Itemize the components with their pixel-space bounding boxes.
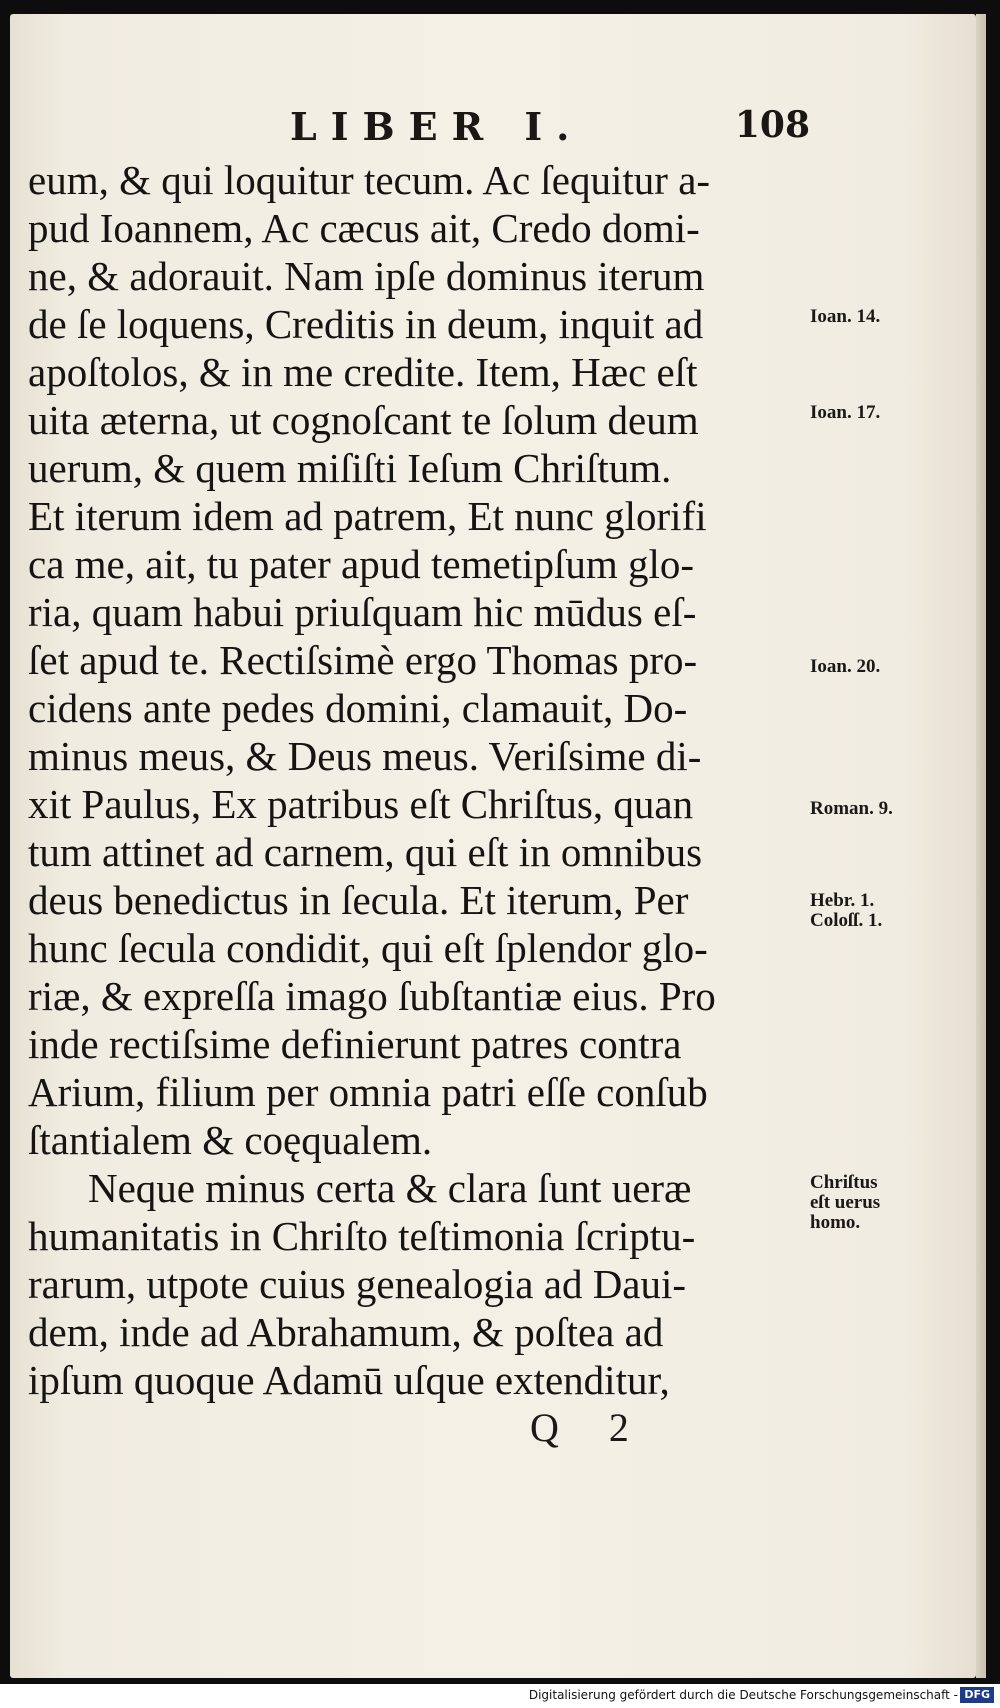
text-line: Neque minus certa & clara ſunt ueræ bbox=[88, 1165, 692, 1211]
margin-note: Ioan. 20. bbox=[810, 656, 881, 677]
signature-mark: Q 2 bbox=[530, 1405, 649, 1450]
text-line: ca me, ait, tu pater apud temetipſum glo- bbox=[28, 541, 695, 587]
text-line: cidens ante pedes domini, clamauit, Do- bbox=[28, 685, 688, 731]
margin-note: Ioan. 14. bbox=[810, 306, 881, 327]
footer-credit: Digitalisierung gefördert durch die Deutsche Forschungsgemeinschaft - bbox=[528, 1688, 958, 1702]
margin-notes bbox=[810, 156, 950, 1556]
running-head: LIBER I. bbox=[290, 104, 584, 149]
text-line: rarum, utpote cuius genealogia ad Daui- bbox=[28, 1261, 687, 1307]
dfg-logo: DFG bbox=[960, 1687, 994, 1703]
text-line: pud Ioannem, Ac cæcus ait, Credo domi- bbox=[28, 205, 700, 251]
text-line: riæ, & expreſſa imago ſubſtantiæ eius. Pro bbox=[28, 973, 716, 1019]
text-line: ria, quam habui priuſquam hic mūdus eſ- bbox=[28, 589, 697, 635]
text-line: apoſtolos, & in me credite. Item, Hæc eſt bbox=[28, 349, 698, 395]
margin-note: homo. bbox=[810, 1212, 861, 1233]
text-line: deus benedictus in ſecula. Et iterum, Per bbox=[28, 877, 689, 923]
text-line: humanitatis in Chriſto teſtimonia ſcriptu- bbox=[28, 1213, 696, 1259]
text-line: de ſe loquens, Creditis in deum, inquit ad bbox=[28, 301, 704, 347]
page-edge bbox=[976, 14, 986, 1678]
text-line: inde rectiſsime definierunt patres contra bbox=[28, 1021, 682, 1067]
text-line: minus meus, & Deus meus. Veriſsime di- bbox=[28, 733, 702, 779]
text-line: ſet apud te. Rectiſsimè ergo Thomas pro- bbox=[28, 637, 698, 683]
text-line: uita æterna, ut cognoſcant te ſolum deum bbox=[28, 397, 699, 443]
text-line: uerum, & quem miſiſti Ieſum Chriſtum. bbox=[28, 445, 672, 491]
margin-note: Hebr. 1. bbox=[810, 890, 875, 911]
text-line: xit Paulus, Ex patribus eſt Chriſtus, quan bbox=[28, 781, 694, 827]
text-line: ipſum quoque Adamū uſque extenditur, bbox=[28, 1357, 670, 1403]
text-line: eum, & qui loquitur tecum. Ac ſequitur a- bbox=[28, 157, 711, 203]
text-line: hunc ſecula condidit, qui eſt ſplendor glo- bbox=[28, 925, 708, 971]
text-line: Et iterum idem ad patrem, Et nunc glorifi bbox=[28, 493, 707, 539]
margin-note: Chriſtus bbox=[810, 1172, 878, 1193]
text-line: ſtantialem & coęqualem. bbox=[28, 1117, 433, 1163]
margin-note: Coloſſ. 1. bbox=[810, 910, 883, 931]
margin-note: Roman. 9. bbox=[810, 798, 893, 819]
page-header bbox=[290, 104, 810, 150]
margin-note: Ioan. 17. bbox=[810, 402, 881, 423]
digitization-footer bbox=[0, 1684, 1000, 1708]
text-line: dem, inde ad Abrahamum, & poſtea ad bbox=[28, 1309, 664, 1355]
book-page bbox=[10, 14, 976, 1678]
text-line: ne, & adorauit. Nam ipſe dominus iterum bbox=[28, 253, 705, 299]
margin-note: eſt uerus bbox=[810, 1192, 881, 1213]
text-line: Arium, filium per omnia patri eſſe conſub bbox=[28, 1069, 708, 1115]
text-line: tum attinet ad carnem, qui eſt in omnibus bbox=[28, 829, 703, 875]
page-number: 108 bbox=[734, 104, 810, 146]
